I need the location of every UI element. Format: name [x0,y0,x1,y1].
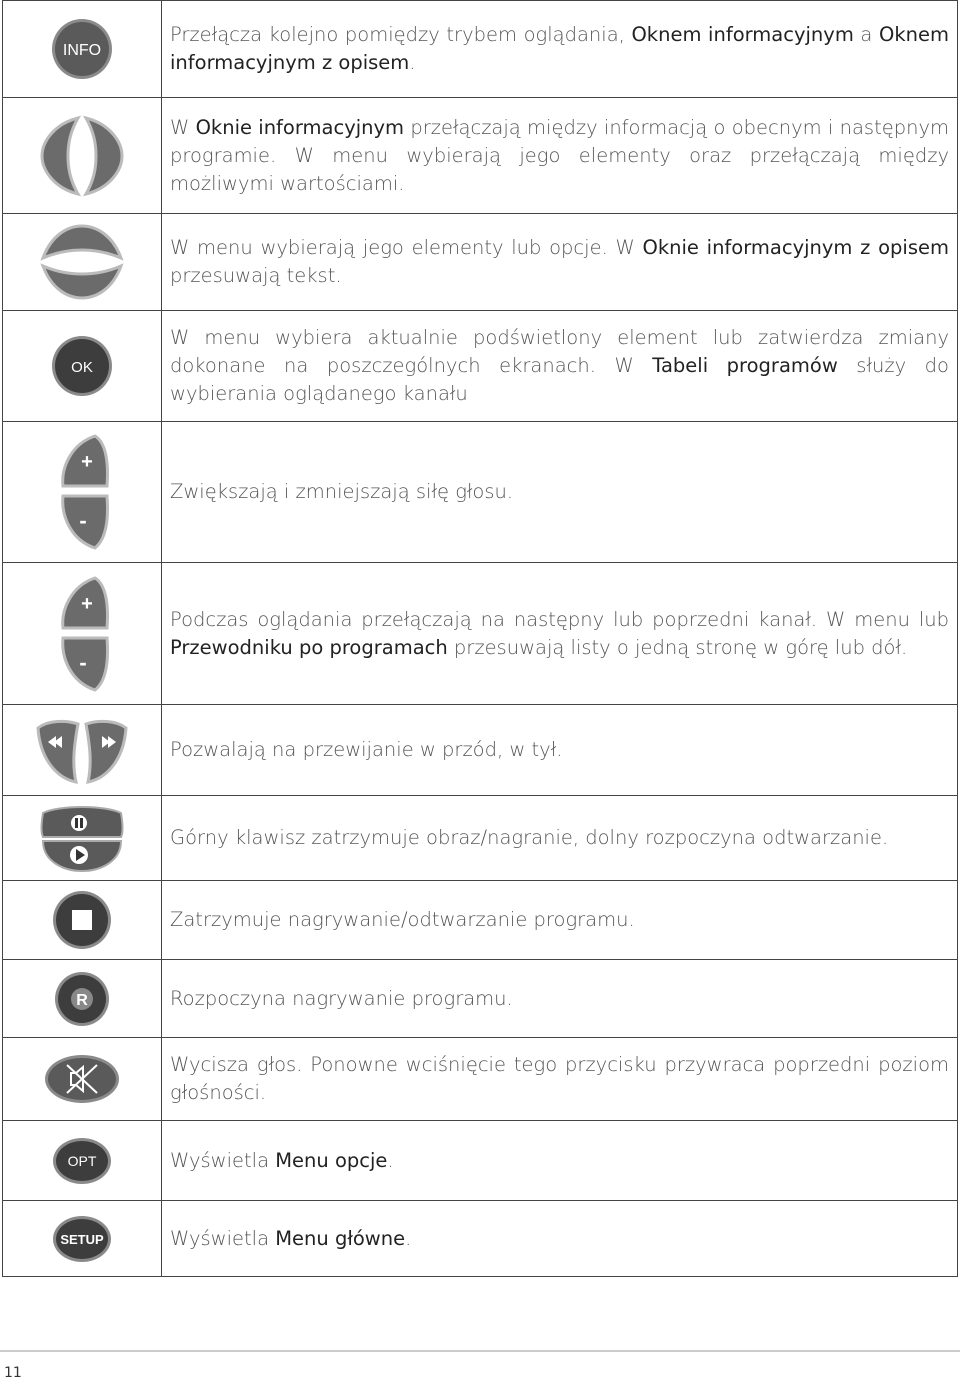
table-row [3,960,958,1038]
row-description: Zwiększają i zmniejszają siłę głosu. [162,422,958,563]
icon-cell [3,98,162,214]
table-row [3,214,958,311]
stop-button-icon [51,889,113,951]
pause-play-icon [39,803,125,873]
icon-cell [3,214,162,311]
opt-label: OPT [67,1152,97,1169]
row-description: Wycisza głos. Ponowne wciśnięcie tego przycisku przywraca poprzedni poziom głośności. [162,1038,958,1121]
ok-button-icon [50,334,114,398]
table-row [3,1,958,98]
icon-cell [3,881,162,960]
plus-label: + [81,451,93,473]
icon-cell [3,796,162,881]
row-description: Pozwalają na przewijanie w przód, w tył. [162,705,958,796]
table-row [3,1201,958,1277]
volume-rocker-icon [47,430,117,554]
icon-cell [3,422,162,563]
table-row [3,422,958,563]
icon-cell [3,960,162,1038]
icon-cell [3,1038,162,1121]
record-button-icon [53,970,111,1028]
plus-label: + [81,592,93,615]
table-row [3,1121,958,1201]
page-number: 11 [4,1365,22,1381]
icon-cell [3,311,162,422]
table-row [3,1038,958,1121]
row-description: Wyświetla Menu opcje. [162,1121,958,1201]
setup-button-icon [51,1214,113,1264]
row-description: Zatrzymuje nagrywanie/odtwarzanie programu. [162,881,958,960]
icon-cell [3,705,162,796]
row-description: W menu wybierają jego elementy lub opcje. W Oknie informacyjnym z opisem przesuwają tekst. [162,214,958,311]
ok-label: OK [71,359,93,376]
minus-label: - [79,508,87,533]
mute-button-icon [43,1053,121,1105]
table-row [3,796,958,881]
info-button-icon [50,17,114,81]
table-row [3,311,958,422]
left-right-arrows-icon [34,114,130,198]
row-description: Podczas oglądania przełączają na następny lub poprzedni kanał. W menu lub Przewodniku po programach przesuwają listy o jedną stronę w górę lub dół. [162,563,958,705]
footer-divider [0,1350,960,1352]
row-description: W menu wybiera aktualnie podświetlony element lub zatwierdza zmiany dokonane na poszczególnych ekranach. W Tabeli programów służy do wybierania oglądanego kanału [162,311,958,422]
rewind-forward-icon [32,712,132,788]
icon-cell [3,1201,162,1277]
key-description-table [2,0,958,1277]
info-label: INFO [62,42,102,59]
icon-cell [3,1,162,98]
icon-cell [3,563,162,705]
setup-label: SETUP [60,1231,104,1247]
row-description: Wyświetla Menu główne. [162,1201,958,1277]
row-description: Górny klawisz zatrzymuje obraz/nagranie, dolny rozpoczyna odtwarzanie. [162,796,958,881]
icon-cell [3,1121,162,1201]
table-row [3,881,958,960]
up-down-arrows-icon [37,220,127,304]
channel-rocker-icon [47,572,117,696]
row-description: W Oknie informacyjnym przełączają między informacją o obecnym i następnym programie. W menu wybierają jego elementy oraz przełączają między możliwymi wartościami. [162,98,958,214]
row-description: Rozpoczyna nagrywanie programu. [162,960,958,1038]
table-row [3,563,958,705]
row-description: Przełącza kolejno pomiędzy trybem oglądania, Oknem informacyjnym a Oknem informacyjnym z opisem. [162,1,958,98]
minus-label: - [79,649,87,675]
record-label: R [76,991,88,1009]
table-row [3,705,958,796]
opt-button-icon [51,1136,113,1186]
table-row [3,98,958,214]
